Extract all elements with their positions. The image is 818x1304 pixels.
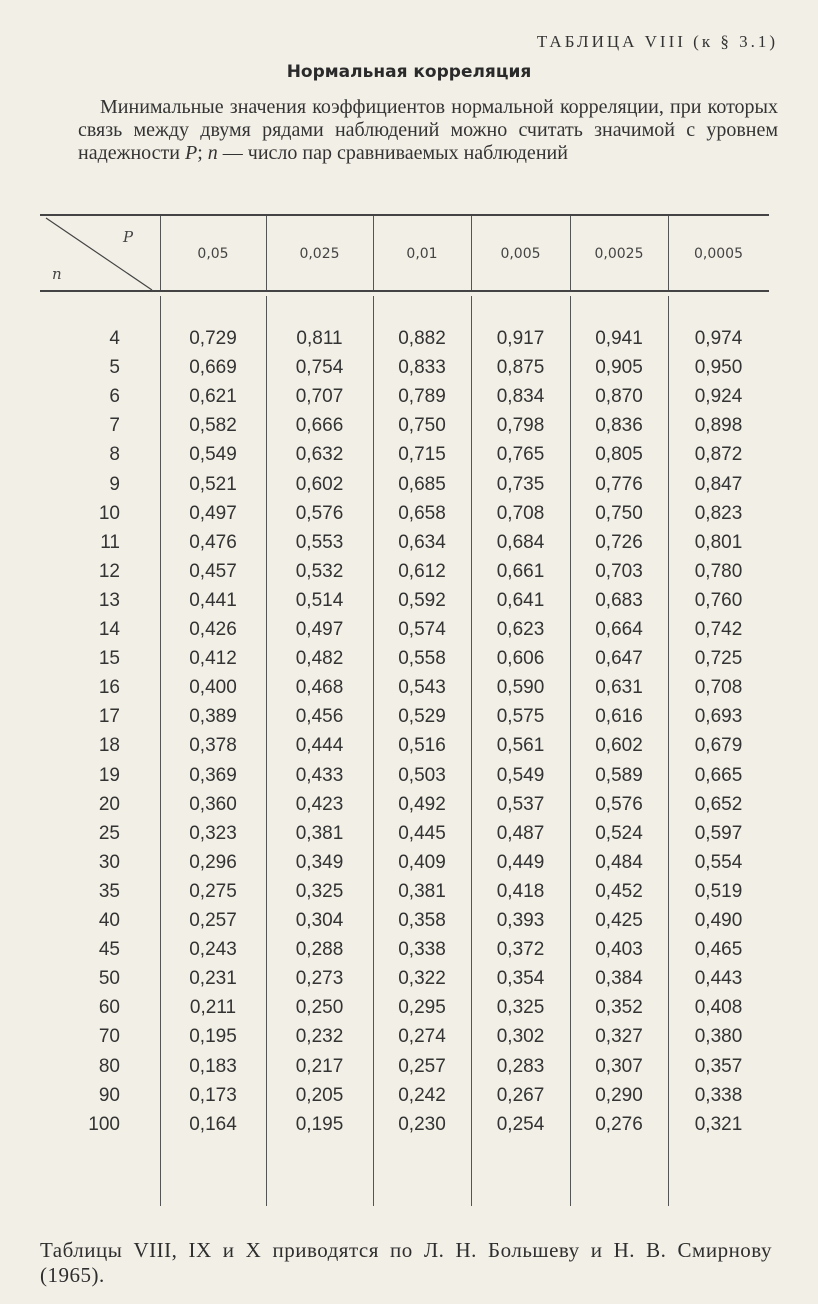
table-cell: 0,882: [398, 328, 446, 349]
table-cell: 0,652: [694, 793, 743, 815]
row-n-value: 80: [98, 1055, 120, 1077]
table-cell: 0,576: [295, 502, 344, 524]
table-cell: 0,836: [595, 415, 643, 437]
table-cell: 0,195: [295, 1113, 344, 1135]
row-n-value: 45: [98, 939, 120, 961]
table-cell: 0,516: [398, 735, 446, 757]
table-cell: 0,325: [496, 997, 545, 1019]
row-n-value: 30: [98, 851, 120, 873]
table-cell: 0,381: [295, 822, 344, 844]
table-cell: 0,693: [694, 706, 743, 728]
table-cell: 0,358: [398, 910, 446, 931]
table-cell: 0,521: [189, 473, 237, 495]
table-cell: 0,444: [295, 735, 344, 757]
row-n-value: 90: [98, 1084, 120, 1106]
table-cell: 0,257: [189, 910, 237, 931]
table-cell: 0,465: [694, 939, 743, 961]
table-cell: 0,393: [496, 910, 545, 931]
table-cell: 0,847: [694, 473, 743, 495]
table-cell: 0,606: [496, 648, 545, 670]
table-cell: 0,321: [694, 1113, 743, 1135]
table-cell: 0,295: [398, 997, 446, 1019]
table-cell: 0,400: [189, 677, 237, 699]
table-cell: 0,276: [595, 1113, 643, 1135]
table-cell: 0,503: [398, 764, 446, 786]
table-cell: 0,765: [496, 444, 545, 466]
table-cell: 0,452: [595, 880, 643, 902]
table-cell: 0,669: [189, 357, 237, 379]
table-cell: 0,780: [694, 560, 743, 582]
table-cell: 0,801: [694, 531, 743, 553]
table-cell: 0,554: [694, 851, 743, 873]
table-cell: 0,742: [694, 619, 743, 640]
row-n-value: 18: [98, 735, 120, 757]
table-cell: 0,403: [595, 939, 643, 961]
table-cell: 0,482: [295, 648, 344, 670]
table-cell: 0,754: [295, 357, 344, 379]
row-n-value: 9: [109, 473, 120, 495]
table-cell: 0,725: [694, 648, 743, 670]
table-cell: 0,707: [295, 386, 344, 408]
table-cell: 0,898: [694, 415, 743, 437]
table-cell: 0,497: [189, 502, 237, 524]
table-cell: 0,352: [595, 997, 643, 1019]
table-cell: 0,905: [595, 357, 643, 379]
row-n-value: 11: [100, 531, 120, 553]
table-cell: 0,304: [295, 910, 344, 931]
table-cell: 0,425: [595, 910, 643, 931]
row-n-value: 35: [98, 880, 120, 902]
caption-n: n: [207, 142, 218, 164]
column-header: 0,01: [406, 246, 438, 262]
table-cell: 0,558: [398, 648, 446, 670]
table-cell: 0,519: [694, 880, 743, 902]
table-cell: 0,647: [595, 648, 643, 670]
row-n-value: 16: [98, 677, 120, 699]
row-n-value: 60: [98, 997, 120, 1019]
table-cell: 0,441: [189, 589, 237, 611]
table-cell: 0,349: [295, 851, 344, 873]
table-cell: 0,307: [595, 1055, 643, 1077]
table-cell: 0,576: [595, 793, 643, 815]
table-cell: 0,561: [496, 735, 545, 757]
table-caption: [78, 96, 778, 165]
table-cell: 0,490: [694, 910, 743, 931]
table-cell: 0,354: [496, 968, 545, 990]
table-cell: 0,195: [189, 1026, 237, 1048]
row-n-value: 12: [98, 560, 120, 582]
table-cell: 0,621: [189, 386, 237, 408]
table-cell: 0,412: [189, 648, 237, 670]
table-cell: 0,322: [398, 968, 446, 990]
table-cell: 0,231: [189, 968, 237, 990]
row-n-value: 8: [109, 444, 120, 466]
table-cell: 0,823: [694, 502, 743, 524]
table-cell: 0,750: [398, 415, 446, 437]
table-cell: 0,456: [295, 706, 344, 728]
table-cell: 0,641: [496, 589, 545, 611]
table-cell: 0,597: [694, 822, 743, 844]
table-cell: 0,275: [189, 880, 237, 902]
table-cell: 0,283: [496, 1055, 545, 1077]
table-cell: 0,250: [295, 997, 344, 1019]
row-n-value: 7: [109, 415, 120, 437]
table-cell: 0,582: [189, 415, 237, 437]
table-cell: 0,302: [496, 1026, 545, 1048]
table-cell: 0,381: [398, 880, 446, 902]
table-cell: 0,703: [595, 560, 643, 582]
table-cell: 0,941: [595, 328, 643, 349]
source-note: Таблицы VIII, IX и X приводятся по Л. Н. Большеву и Н. В. Смирнову (1965).: [40, 1238, 772, 1287]
correlation-table: [40, 210, 769, 1210]
row-n-value: 70: [98, 1026, 120, 1048]
table-cell: 0,833: [398, 357, 446, 379]
table-cell: 0,590: [496, 677, 545, 699]
table-cell: 0,658: [398, 502, 446, 524]
table-cell: 0,267: [496, 1084, 545, 1106]
table-cell: 0,708: [694, 677, 743, 699]
table-cell: 0,776: [595, 473, 643, 495]
table-cell: 0,378: [189, 735, 237, 757]
table-cell: 0,372: [496, 939, 545, 961]
caption-main: Минимальные значения коэффициентов нормальной корреляции, при которых связь между двумя рядами наблюдений можно считать значимой с уровнем надежности: [78, 96, 778, 164]
table-cell: 0,183: [189, 1055, 237, 1077]
row-n-value: 100: [88, 1113, 120, 1135]
page-title: Нормальная корреляция: [286, 62, 532, 82]
table-cell: 0,729: [189, 328, 237, 349]
table-cell: 0,602: [295, 473, 344, 495]
table-cell: 0,242: [398, 1084, 446, 1106]
table-cell: 0,543: [398, 677, 446, 699]
table-cell: 0,529: [398, 706, 446, 728]
table-cell: 0,243: [189, 939, 237, 961]
table-cell: 0,875: [496, 357, 545, 379]
table-cell: 0,616: [595, 706, 643, 728]
row-n-value: 17: [98, 706, 120, 728]
table-cell: 0,232: [295, 1026, 344, 1048]
table-cell: 0,205: [295, 1084, 344, 1106]
table-cell: 0,661: [496, 560, 545, 582]
table-cell: 0,532: [295, 560, 344, 582]
table-cell: 0,760: [694, 589, 743, 611]
caption-p: P: [184, 142, 198, 164]
table-cell: 0,484: [595, 851, 643, 873]
row-n-value: 4: [109, 328, 120, 349]
table-cell: 0,665: [694, 764, 743, 786]
row-n-value: 6: [109, 386, 120, 408]
table-cell: 0,612: [398, 560, 446, 582]
table-cell: 0,254: [496, 1113, 545, 1135]
table-cell: 0,708: [496, 502, 545, 524]
table-cell: 0,288: [295, 939, 344, 961]
table-cell: 0,290: [595, 1084, 643, 1106]
row-n-value: 13: [98, 589, 120, 611]
table-cell: 0,492: [398, 793, 446, 815]
table-cell: 0,735: [496, 473, 545, 495]
table-cell: 0,423: [295, 793, 344, 815]
table-cell: 0,811: [296, 328, 343, 349]
table-cell: 0,449: [496, 851, 545, 873]
table-cell: 0,514: [295, 589, 344, 611]
table-cell: 0,789: [398, 386, 446, 408]
table-cell: 0,537: [496, 793, 545, 815]
table-cell: 0,323: [189, 822, 237, 844]
table-cell: 0,664: [595, 619, 643, 640]
table-cell: 0,357: [694, 1055, 743, 1077]
table-cell: 0,917: [496, 328, 545, 349]
table-cell: 0,468: [295, 677, 344, 699]
column-header: 0,005: [500, 246, 541, 262]
table-cell: 0,457: [189, 560, 237, 582]
row-n-value: 20: [98, 793, 120, 815]
table-cell: 0,805: [595, 444, 643, 466]
table-cell: 0,476: [189, 531, 237, 553]
table-cell: 0,325: [295, 880, 344, 902]
table-cell: 0,445: [398, 822, 446, 844]
table-cell: 0,408: [694, 997, 743, 1019]
table-cell: 0,684: [496, 531, 545, 553]
table-cell: 0,418: [496, 880, 545, 902]
table-cell: 0,273: [295, 968, 344, 990]
row-n-value: 40: [98, 910, 120, 931]
row-n-value: 19: [98, 764, 120, 786]
table-cell: 0,602: [595, 735, 643, 757]
table-cell: 0,409: [398, 851, 446, 873]
column-header: 0,0005: [694, 246, 743, 262]
table-cell: 0,685: [398, 473, 446, 495]
table-cell: 0,870: [595, 386, 643, 408]
table-cell: 0,950: [694, 357, 743, 379]
table-cell: 0,683: [595, 589, 643, 611]
table-cell: 0,487: [496, 822, 545, 844]
table-cell: 0,443: [694, 968, 743, 990]
table-cell: 0,715: [398, 444, 446, 466]
corner-n-label: n: [52, 265, 62, 283]
caption-end: — число пар сравниваемых наблюдений: [217, 142, 568, 164]
table-cell: 0,798: [496, 415, 545, 437]
table-cell: 0,338: [398, 939, 446, 961]
row-n-value: 5: [109, 357, 120, 379]
table-cell: 0,433: [295, 764, 344, 786]
column-header: 0,0025: [594, 246, 644, 262]
table-cell: 0,574: [398, 619, 446, 640]
table-cell: 0,592: [398, 589, 446, 611]
table-cell: 0,274: [398, 1026, 446, 1048]
table-cell: 0,726: [595, 531, 643, 553]
row-n-value: 50: [98, 968, 120, 990]
table-cell: 0,384: [595, 968, 643, 990]
row-n-value: 25: [98, 822, 120, 844]
header-bottom-rule: [40, 290, 769, 292]
table-reference: ТАБЛИЦА VIII (к § 3.1): [536, 32, 778, 51]
table-cell: 0,217: [295, 1055, 344, 1077]
table-cell: 0,750: [595, 502, 643, 524]
table-cell: 0,679: [694, 735, 743, 757]
table-cell: 0,634: [398, 531, 446, 553]
table-cell: 0,211: [189, 997, 237, 1019]
table-cell: 0,380: [694, 1026, 743, 1048]
table-cell: 0,549: [189, 444, 237, 466]
table-cell: 0,872: [694, 444, 743, 466]
table-cell: 0,974: [694, 328, 743, 349]
table-cell: 0,327: [595, 1026, 643, 1048]
table-cell: 0,524: [595, 822, 643, 844]
table-cell: 0,164: [189, 1113, 237, 1135]
table-cell: 0,338: [694, 1084, 743, 1106]
table-cell: 0,257: [398, 1055, 446, 1077]
corner-p-label: P: [123, 228, 134, 246]
table-cell: 0,631: [595, 677, 643, 699]
table-cell: 0,497: [295, 619, 344, 640]
table-cell: 0,632: [295, 444, 344, 466]
table-cell: 0,666: [295, 415, 344, 437]
table-cell: 0,575: [496, 706, 545, 728]
table-cell: 0,426: [189, 619, 237, 640]
table-cell: 0,553: [295, 531, 344, 553]
table-cell: 0,549: [496, 764, 545, 786]
caption-mid: ;: [197, 142, 208, 164]
table-cell: 0,369: [189, 764, 237, 786]
table-cell: 0,623: [496, 619, 545, 640]
row-n-value: 15: [98, 648, 120, 670]
table-cell: 0,589: [595, 764, 643, 786]
column-header: 0,025: [299, 246, 340, 262]
table-cell: 0,173: [189, 1084, 237, 1106]
row-n-value: 10: [98, 502, 120, 524]
column-header: 0,05: [197, 246, 229, 262]
table-cell: 0,230: [398, 1113, 446, 1135]
table-cell: 0,389: [189, 706, 237, 728]
table-cell: 0,924: [694, 386, 743, 408]
table-cell: 0,360: [189, 793, 237, 815]
table-top-rule: [40, 214, 769, 216]
table-cell: 0,834: [496, 386, 545, 408]
row-n-value: 14: [98, 619, 120, 640]
table-cell: 0,296: [189, 851, 237, 873]
